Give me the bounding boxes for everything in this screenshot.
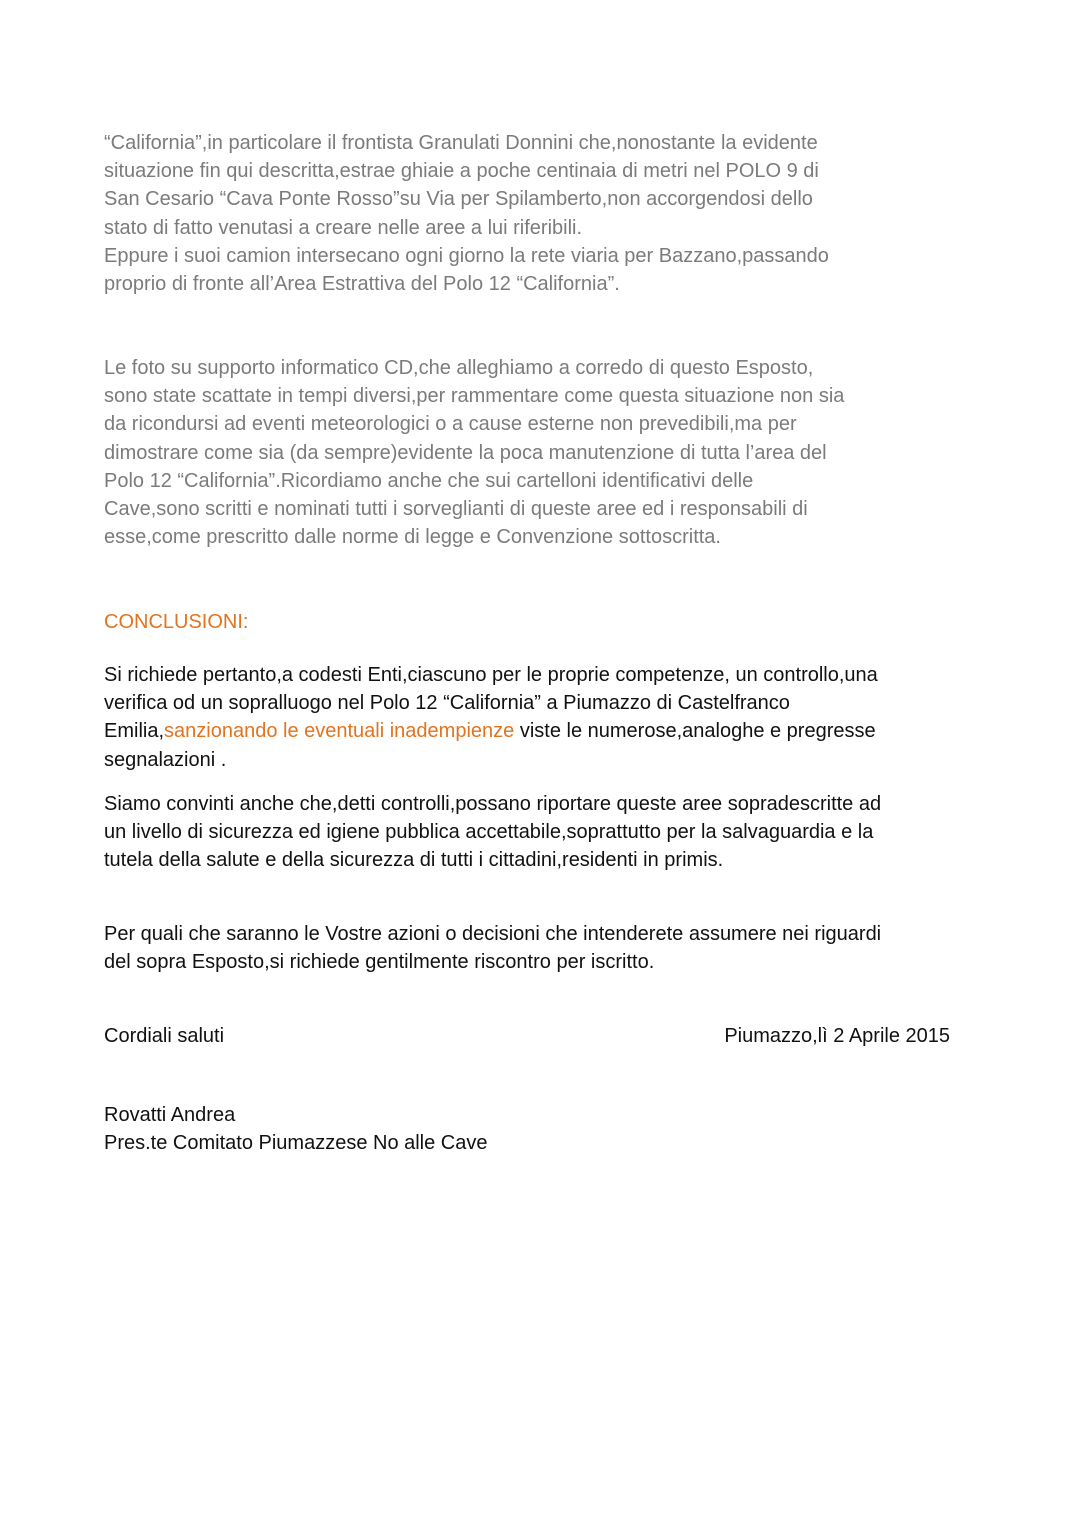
text-line: Eppure i suoi camion intersecano ogni giorno la rete viaria per Bazzano,passando [104,244,829,267]
paragraph-belief [104,790,881,875]
signature-block [104,1101,488,1157]
text-line: segnalazioni . [104,748,227,771]
greeting: Cordiali saluti [104,1025,225,1047]
text-line: stato di fatto venutasi a creare nelle aree a lui riferibili. [104,216,583,239]
conclusions-heading: CONCLUSIONI: [104,611,249,633]
text-line: tutela della salute e della sicurezza di tutti i cittadini,residenti in primis. [104,849,724,872]
paragraph-frontista [104,129,829,298]
highlighted-text: sanzionando le eventuali inadempienze [164,720,515,743]
text-line: situazione fin qui descritta,estrae ghiaie a poche centinaia di metri nel POLO 9 di [104,160,819,183]
text-segment: Emilia, [104,720,165,743]
text-line: dimostrare come sia (da sempre)evidente la poca manutenzione di tutta l’area del [104,441,827,464]
text-line: “California”,in particolare il frontista Granulati Donnini che,nonostante la evidente [104,132,818,154]
text-line: Le foto su supporto informatico CD,che alleghiamo a corredo di questo Esposto, [104,357,814,379]
text-line: San Cesario “Cava Ponte Rosso”su Via per Spilamberto,non accorgendosi dello [104,188,813,211]
text-line [104,717,878,745]
text-line: Polo 12 “California”.Ricordiamo anche che sui cartelloni identificativi delle [104,469,754,492]
place-date: Piumazzo,lì 2 Aprile 2015 [724,1025,950,1047]
text-line: Per quali che saranno le Vostre azioni o decisioni che intenderete assumere nei riguardi [104,923,882,945]
text-line: verifica od un sopralluogo nel Polo 12 “California” a Piumazzo di Castelfranco [104,692,790,715]
text-line: esse,come prescritto dalle norme di legge e Convenzione sottoscritta. [104,526,721,549]
text-line: un livello di sicurezza ed igiene pubblica accettabile,soprattutto per la salvaguardia e la [104,821,874,844]
paragraph-photos [104,354,844,551]
signer-name: Rovatti Andrea [104,1104,236,1126]
text-line: sono state scattate in tempi diversi,per rammentare come questa situazione non sia [104,385,845,408]
paragraph-request [104,661,878,774]
text-line: Si richiede pertanto,a codesti Enti,ciascuno per le proprie competenze, un controllo,una [104,664,878,686]
text-line: Siamo convinti anche che,detti controlli,possano riportare queste aree sopradescritte ad [104,793,882,815]
text-line: da ricondursi ad eventi meteorologici o a cause esterne non prevedibili,ma per [104,413,797,436]
text-line: del sopra Esposto,si richiede gentilmente riscontro per iscritto. [104,951,655,974]
text-line: proprio di fronte all’Area Estrattiva del Polo 12 “California”. [104,273,620,296]
text-segment: viste le numerose,analoghe e pregresse [514,720,876,743]
paragraph-closing-request [104,920,881,976]
text-line: Cave,sono scritti e nominati tutti i sorveglianti di queste aree ed i responsabili di [104,498,808,521]
signer-title: Pres.te Comitato Piumazzese No alle Cave [104,1132,488,1155]
